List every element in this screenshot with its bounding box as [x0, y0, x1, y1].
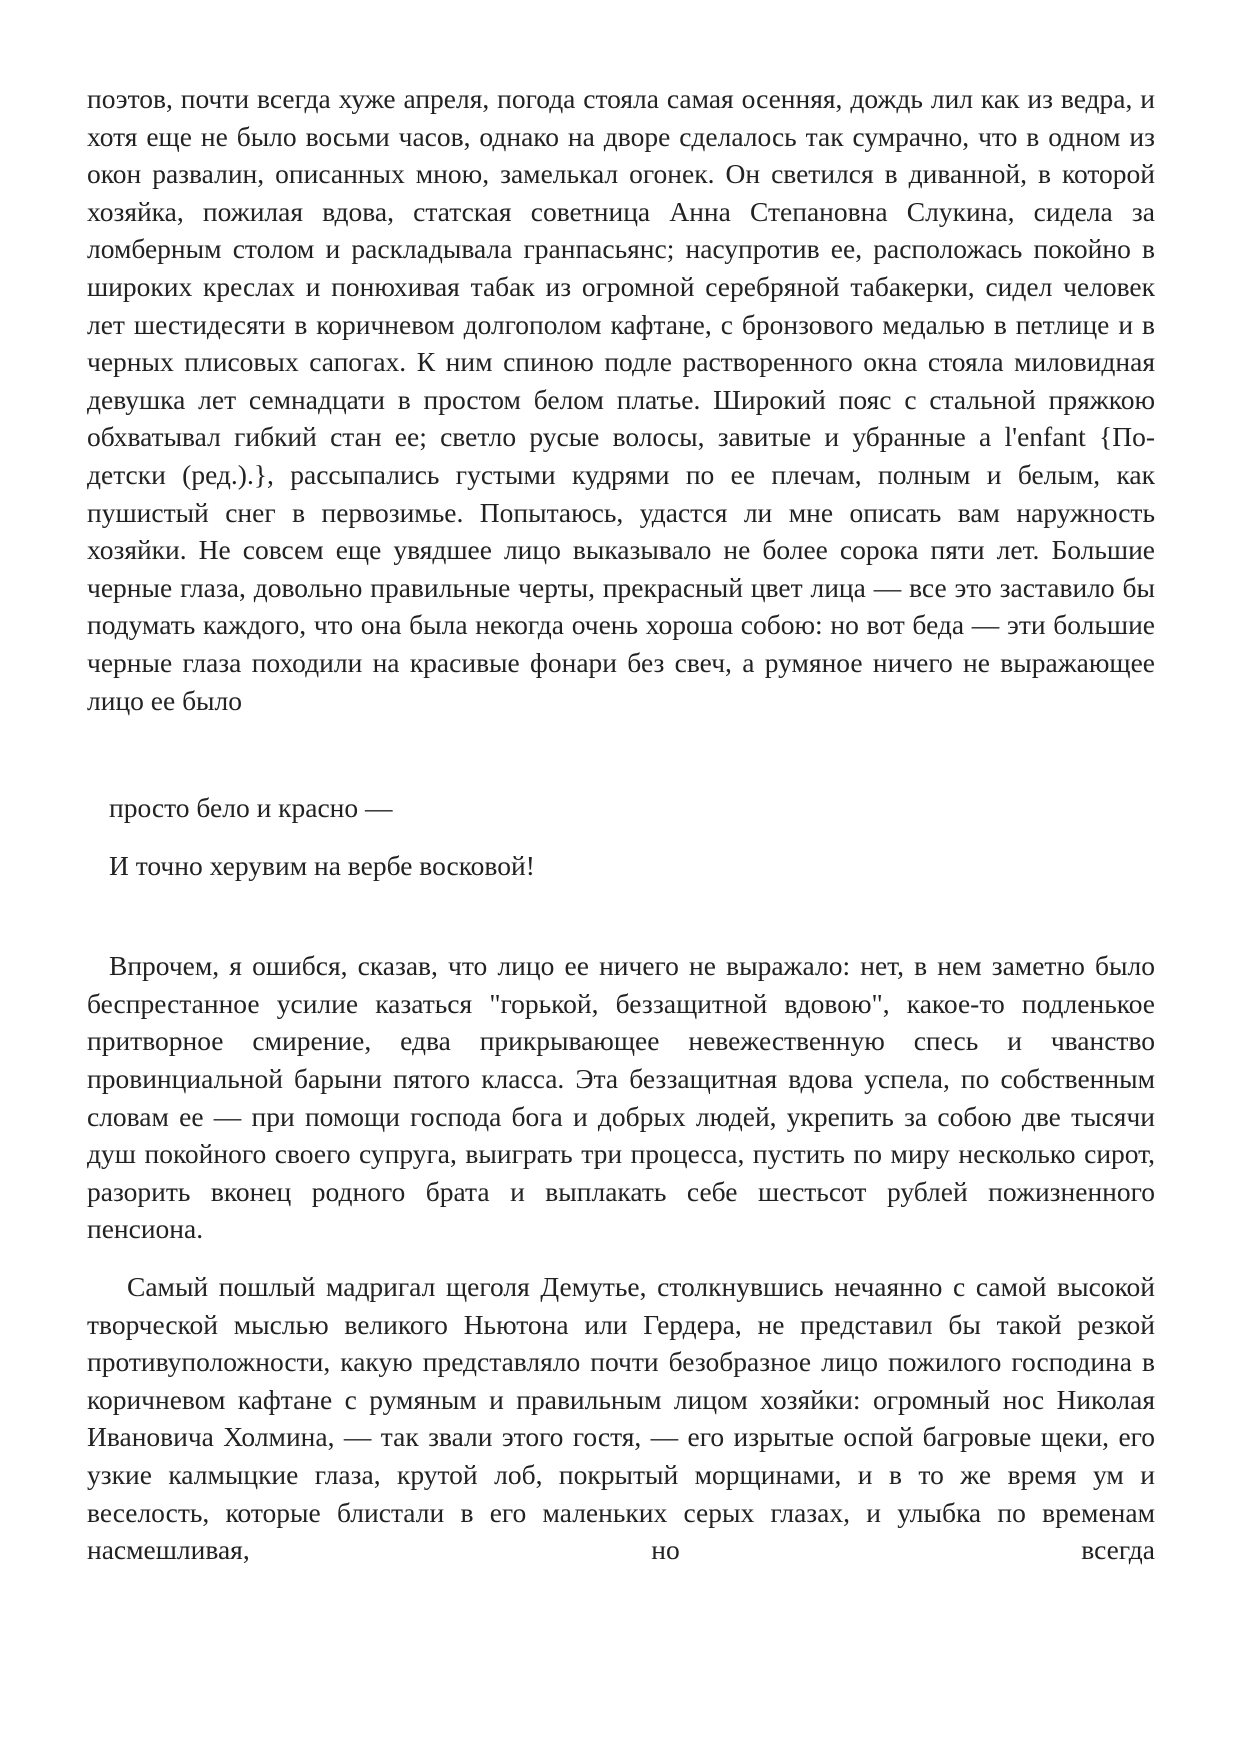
paragraph-1: поэтов, почти всегда хуже апреля, погода стояла самая осенняя, дождь лил как из ведра, и хотя еще не было восьми часов, однако на дворе сделалось так сумрачно, что в одном из окон развалин, описанных мною, замелькал огонек. Он светился в диванной, в которой хозяйка, пожилая вдова, статская советница Анна Степановна Слукина, сидела за ломберным столом и раскладывала гранпасьянс; насупротив ее, расположась покойно в широких креслах и понюхивая табак из огромной серебряной табакерки, сидел человек лет шестидесяти в коричневом долгополом кафтане, с бронзового медалью в петлице и в черных плисовых сапогах. К ним спиною подле растворенного окна стояла миловидная девушка лет семнадцати в простом белом платье. Широкий пояс с стальной пряжкою обхватывал гибкий стан ее; светло русые волосы, завитые и убранные a l'enfant {По-детски (ред.).}, рассыпались густыми кудрями по ее плечам, полным и белым, как пушистый снег в первозимье. Попытаюсь, удастся ли мне описать вам наружность хозяйки. Не совсем еще увядшее лицо выказывало не более сорока пяти лет. Большие черные глаза, довольно правильные черты, прекрасный цвет лица — все это заставило бы подумать каждого, что она была некогда очень хороша собою: но вот беда — эти большие черные глаза походили на красивые фонари без свеч, а румяное ничего не выражающее лицо ее было — [87, 83, 1155, 716]
verse-line-2: И точно херувим на вербе восковой! — [109, 849, 535, 881]
verse-line-1: просто бело и красно — — [109, 792, 393, 824]
document-page — [87, 80, 1155, 1569]
paragraph-3: Самый пошлый мадригал щеголя Демутье, столкнувшись нечаянно с самой высокой творческой мыслью великого Ньютона или Гердера, не представил бы такой резкой противуположности, какую представляло почти безобразное лицо пожилого господина в коричневом кафтане с румяным и правильным лицом хозяйки: огромный нос Николая Ивановича Холмина, — так звали этого гостя, — его изрытые оспой багровые щеки, его узкие калмыцкие глаза, крутой лоб, покрытый морщинами, и в то же время ум и веселость, которые блистали в его маленьких серых глазах, и улыбка по временам насмешливая, но всегда — [87, 1271, 1155, 1566]
verse-quote — [87, 789, 1155, 884]
paragraph-2: Впрочем, я ошибся, сказав, что лицо ее ничего не выражало: нет, в нем заметно было беспрестанное усилие казаться "горькой, беззащитной вдовою", какое-то подленькое притворное смирение, едва прикрывающее невежественную спесь и чванство провинциальной барыни пятого класса. Эта беззащитная вдова успела, по собственным словам ее — при помощи господа бога и добрых людей, укрепить за собою две тысячи душ покойного своего супруга, выиграть три процесса, пустить по миру несколько сирот, разорить вконец родного брата и выплакать себе шестьсот рублей пожизненного пенсиона. — [87, 950, 1155, 1245]
